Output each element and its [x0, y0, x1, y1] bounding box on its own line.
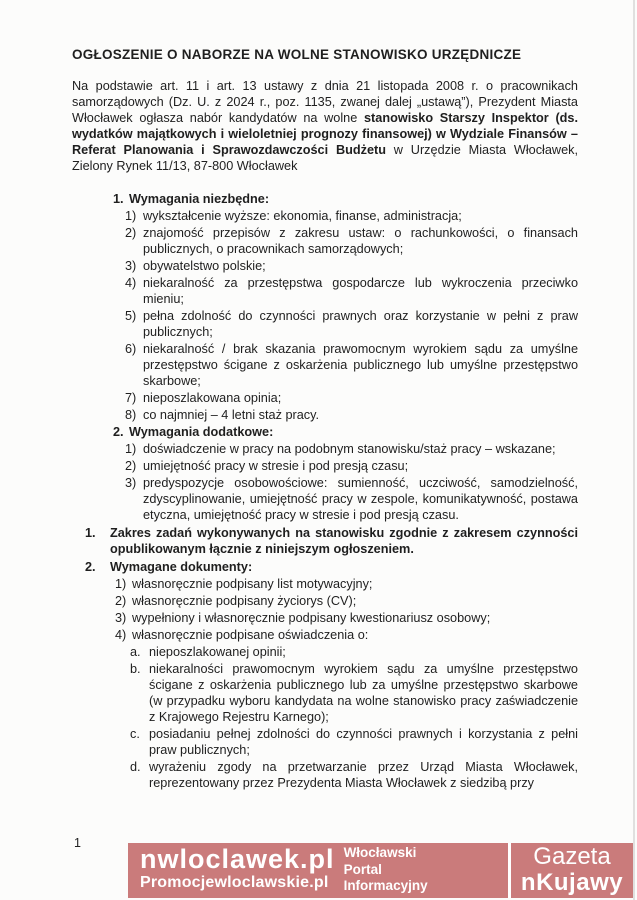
- list-item-text: wyrażeniu zgody na przetwarzanie przez Urząd Miasta Włocławek, reprezentowany przez Prezydenta Miasta Włocławek z siedzibą przy: [149, 760, 578, 790]
- list-item: [125, 275, 578, 307]
- list-item-heading-row: [113, 191, 578, 207]
- list-item: [125, 441, 578, 457]
- document-page: [72, 47, 578, 792]
- intro-text-start: Na podstawie art. 11 i art. 13 ustawy z dnia 21 listopada 2008 r. o pracownikach samorządowych (Dz. U. z 2024 r., poz. 1135, zwanej dalej „ustawą”), Prezydent Miasta Włocławek ogłasza nabór kandydatów na wolne: [72, 79, 578, 125]
- list-item: [125, 308, 578, 340]
- list-item-heading: Wymagane dokumenty:: [110, 560, 253, 574]
- list-item-number: 3): [125, 259, 137, 273]
- portal-line: Informacyjny: [343, 878, 428, 893]
- portal-line: Portal: [343, 861, 382, 877]
- list-item-number: 3): [115, 611, 127, 625]
- list-item-letter: b.: [130, 662, 141, 676]
- list-item-number: 4): [125, 276, 137, 290]
- promocje-logo-text: Promocjewloclawskie.pl: [140, 874, 329, 891]
- document-title: OGŁOSZENIE O NABORZE NA WOLNE STANOWISKO URZĘDNICZE: [72, 47, 522, 62]
- list-item-heading-row: [85, 525, 578, 557]
- list-item-text: wypełniony i własnoręcznie podpisany kwestionariusz osobowy;: [132, 611, 491, 625]
- list-item-number: 7): [125, 391, 137, 405]
- list-item-text: doświadczenie w pracy na podobnym stanowisku/staż pracy – wskazane;: [143, 442, 556, 456]
- list-item: [125, 225, 578, 257]
- list-item-text: własnoręcznie podpisany życiorys (CV);: [132, 594, 357, 608]
- intro-paragraph: [72, 78, 578, 174]
- list-item-number: 1.: [113, 192, 124, 206]
- list-item-number: 4): [115, 628, 127, 642]
- watermark-portal-block: [342, 843, 508, 898]
- list-item: [115, 593, 578, 609]
- list-item-heading: Wymagania dodatkowe:: [129, 425, 274, 439]
- list-item: [115, 576, 578, 592]
- list-item-text: niekaralność za przestępstwa gospodarcze lub wykroczenia przeciwko mieniu;: [143, 276, 578, 306]
- list-item-number: 2.: [113, 425, 124, 439]
- portal-line: Włocławski: [343, 845, 417, 860]
- list-item-heading: Wymagania niezbędne:: [129, 192, 270, 206]
- list-item-number: 2): [125, 459, 137, 473]
- list-item: [130, 759, 578, 791]
- list-item-number: 1): [125, 442, 137, 456]
- list-item: [125, 475, 578, 523]
- list-item-text: nieposzlakowanej opinii;: [149, 645, 286, 659]
- list-item-number: 6): [125, 342, 137, 356]
- list-item: [125, 258, 578, 274]
- list-item-text: pełna zdolność do czynności prawnych oraz korzystanie w pełni z praw publicznych;: [143, 309, 578, 339]
- list-item: [130, 661, 578, 725]
- list-item: [125, 208, 578, 224]
- list-item-text: niekaralności prawomocnym wyrokiem sądu za umyślne przestępstwo ścigane z oskarżenia publicznego lub za umyślne przestępstwo skarbowe (w przypadku wyboru kandydata na wolne stanowisko pracy zaświadczenie z Krajowego Rejestru Karnego);: [149, 662, 578, 724]
- list-item-text: predyspozycje osobowościowe: sumienność, uczciwość, samodzielność, zdyscyplinowanie, umiejętność pracy w zespole, komunikatywność, postawa etyczna, umiejętność pracy w stresie i pod presją czasu.: [143, 476, 578, 522]
- list-item: [115, 627, 578, 643]
- list-item-letter: c.: [130, 727, 140, 741]
- nwloclawek-logo-text: nwloclawek.pl: [140, 844, 335, 874]
- list-item-heading-row: [85, 559, 578, 575]
- intro-text-end: w Urzędzie Miasta Włocławek, Zielony Rynek 11/13, 87-800 Włocławek: [72, 143, 578, 173]
- list-item-text: nieposzlakowana opinia;: [143, 391, 282, 405]
- list-item-text: wykształcenie wyższe: ekonomia, finanse, administracja;: [143, 209, 462, 223]
- list-item-number: 5): [125, 309, 137, 323]
- list-item: [125, 407, 578, 423]
- list-item-number: 1.: [85, 526, 96, 540]
- list-item: [130, 644, 578, 660]
- intro-position-bold: stanowisko Starszy Inspektor (ds. wydatków majątkowych i wieloletniej prognozy finansowej) w Wydziale Finansów – Referat Planowania i Sprawozdawczości Budżetu: [72, 111, 578, 157]
- scan-edge-artifact: [633, 0, 635, 900]
- list-item-text: obywatelstwo polskie;: [143, 259, 266, 273]
- list-item-letter: a.: [130, 645, 141, 659]
- list-item-letter: d.: [130, 760, 141, 774]
- list-item-number: 1): [125, 209, 137, 223]
- list-item-text: posiadaniu pełnej zdolności do czynności prawnych i korzystania z pełni praw publicznych;: [149, 727, 578, 757]
- list-item: [125, 341, 578, 389]
- watermark-banner: [128, 843, 633, 898]
- list-item: [125, 458, 578, 474]
- gazeta-logo-bottom: nKujawy: [520, 869, 624, 896]
- gazeta-logo-top: Gazeta: [533, 843, 611, 870]
- watermark-left-block: [128, 843, 342, 898]
- list-item-number: 3): [125, 476, 137, 490]
- list-item: [130, 726, 578, 758]
- list-item-text: co najmniej – 4 letni staż pracy.: [143, 408, 320, 422]
- list-item-heading-row: [113, 424, 578, 440]
- list-item-heading: Zakres zadań wykonywanych na stanowisku zgodnie z zakresem czynności opublikowanym łącznie z niniejszym ogłoszeniem.: [110, 526, 578, 556]
- list-item-text: znajomość przepisów z zakresu ustaw: o rachunkowości, o finansach publicznych, o pracownikach samorządowych;: [143, 226, 578, 256]
- list-item: [125, 390, 578, 406]
- list-item-text: własnoręcznie podpisany list motywacyjny;: [132, 577, 373, 591]
- list-item-text: własnoręcznie podpisane oświadczenia o:: [132, 628, 369, 642]
- list-item-number: 8): [125, 408, 137, 422]
- list-item-number: 2): [115, 594, 127, 608]
- watermark-gazeta-block: [511, 843, 633, 898]
- list-item: [115, 610, 578, 626]
- page-number: 1: [74, 836, 81, 850]
- list-item-text: umiejętność pracy w stresie i pod presją czasu;: [143, 459, 409, 473]
- list-item-text: niekaralność / brak skazania prawomocnym wyrokiem sądu za umyślne przestępstwo ścigane z oskarżenia publicznego lub umyślne przestępstwo skarbowe;: [143, 342, 578, 388]
- list-item-number: 2.: [85, 560, 96, 574]
- list-item-number: 1): [115, 577, 127, 591]
- list-item-number: 2): [125, 226, 137, 240]
